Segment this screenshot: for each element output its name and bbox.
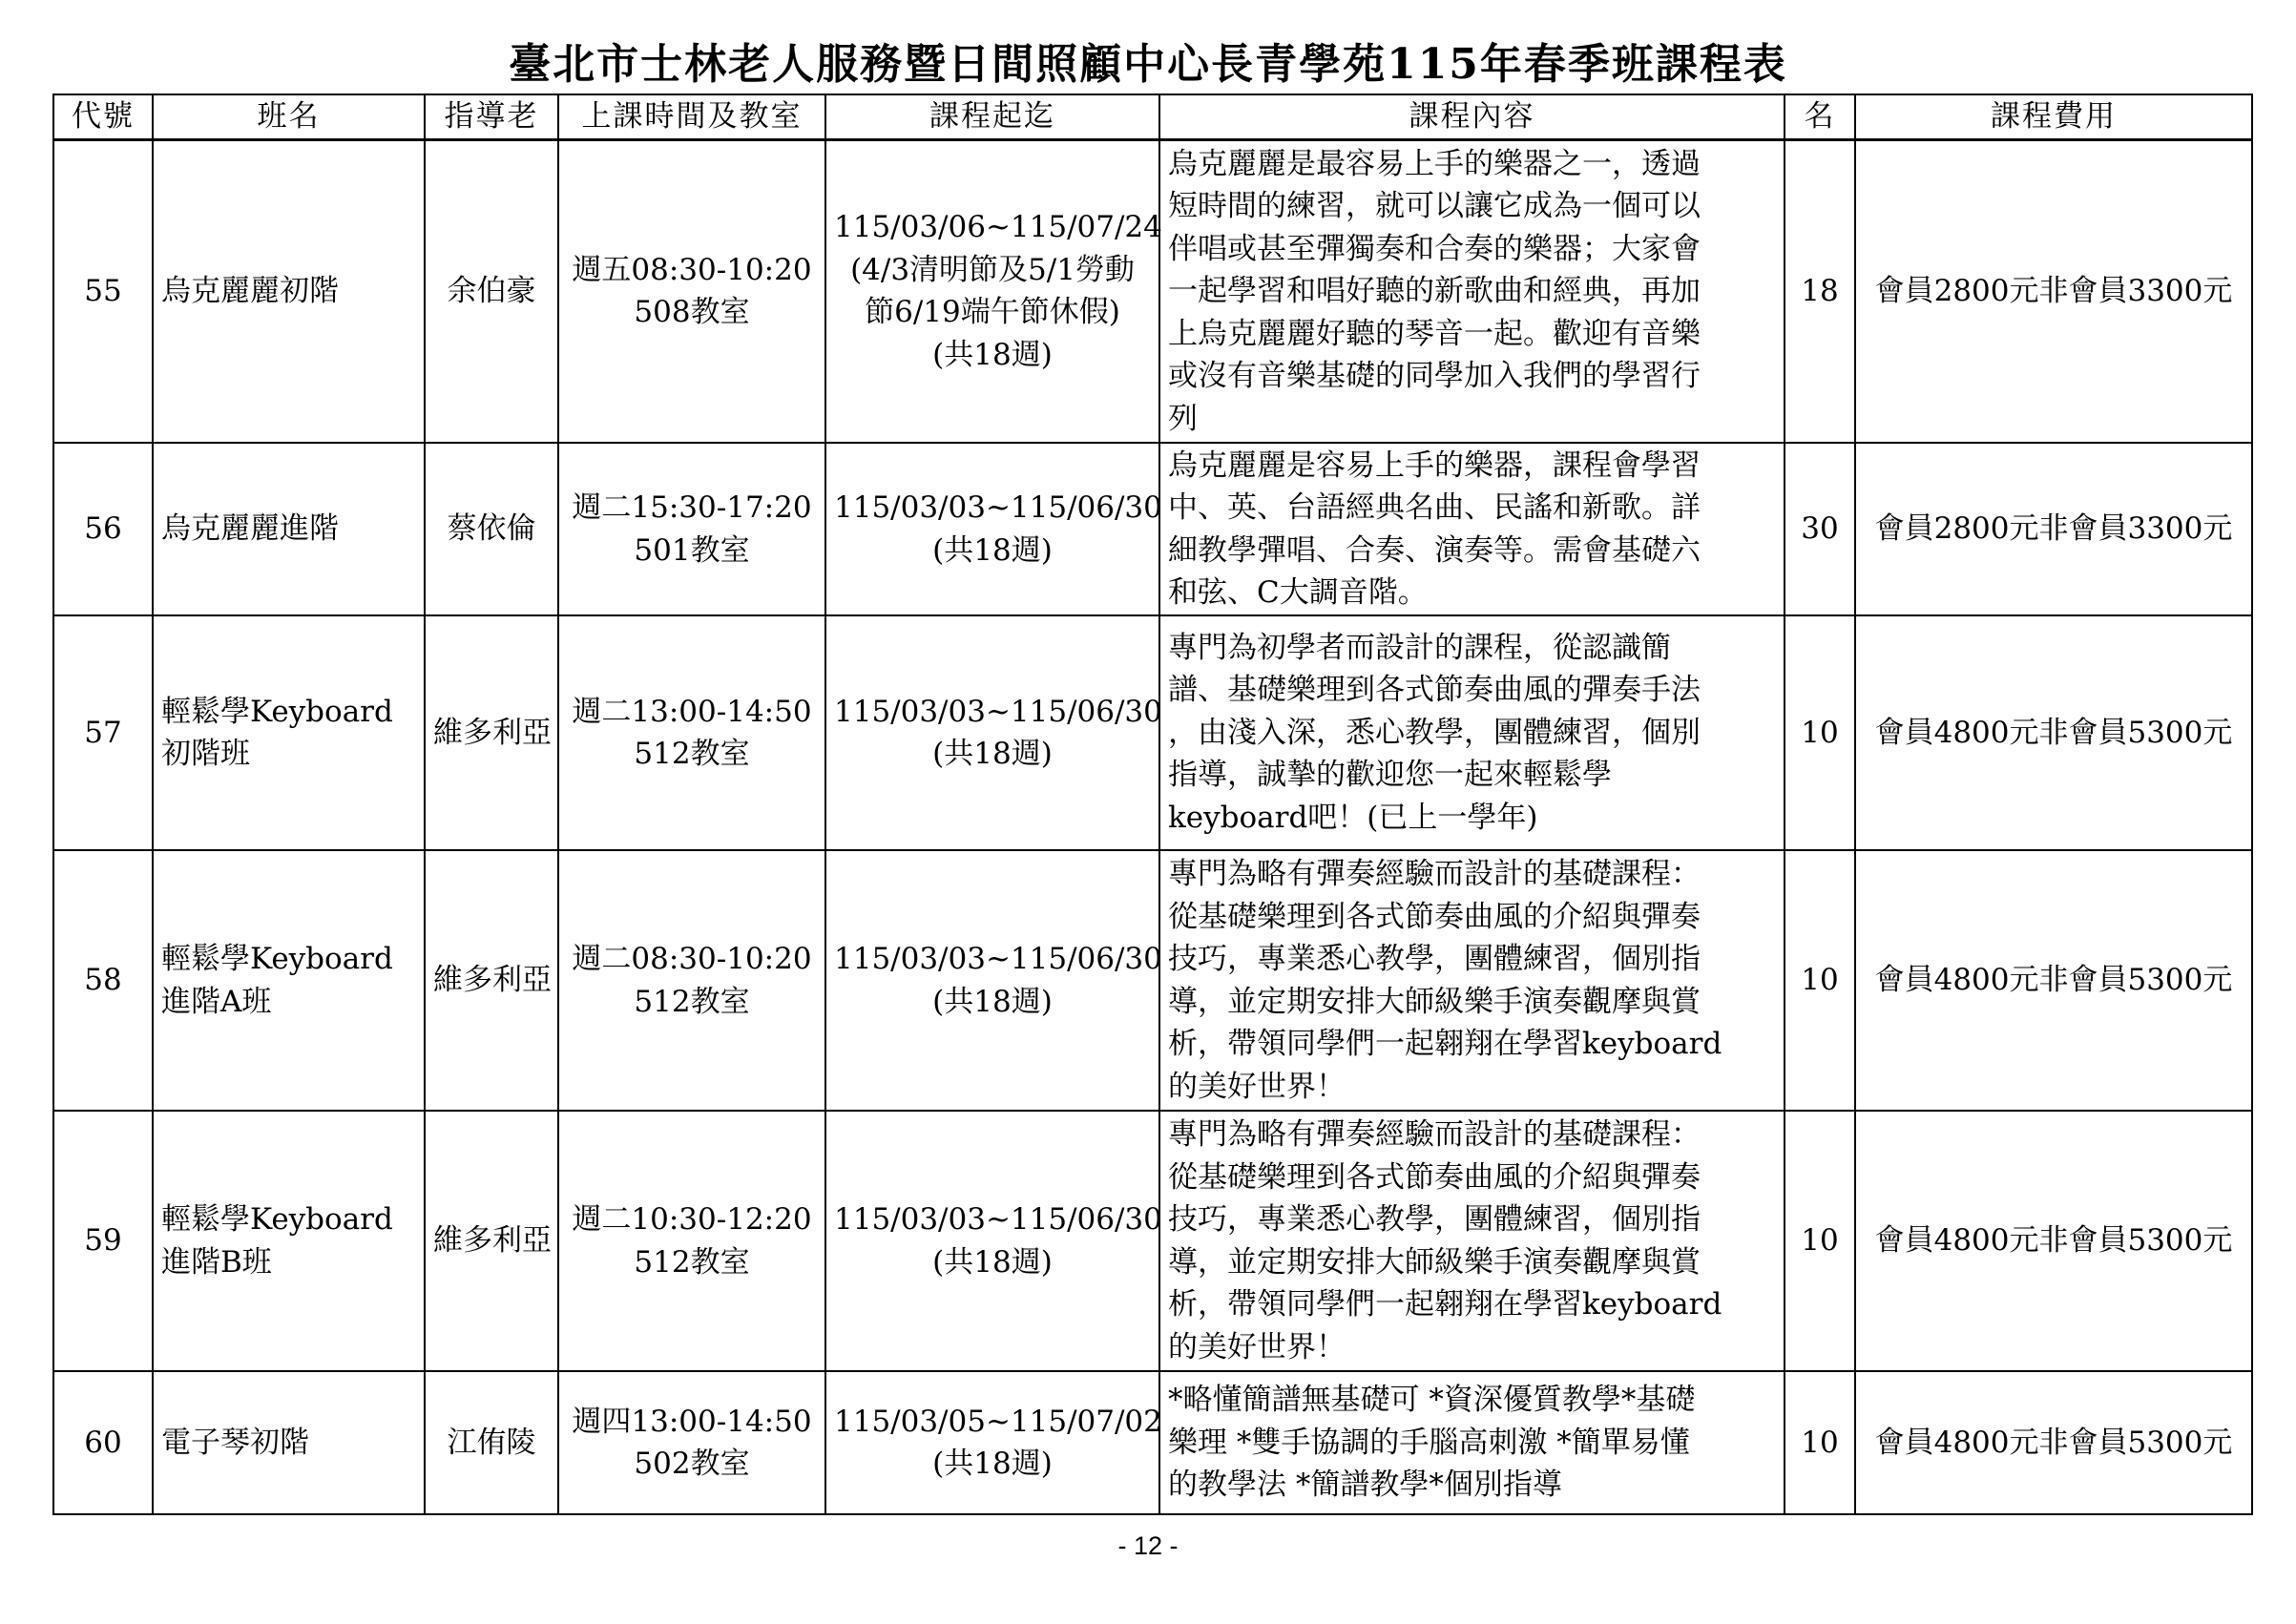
seats: 10 xyxy=(1785,850,1855,1111)
course-dates xyxy=(825,850,1162,1111)
content-line: 譜、基礎樂理到各式節奏曲風的彈奏手法 xyxy=(1168,673,1701,708)
seats: 30 xyxy=(1785,443,1855,615)
course-name xyxy=(153,850,425,1111)
course-name-line: 輕鬆學Keyboard xyxy=(161,1202,393,1237)
header-fee: 課程費用 xyxy=(1855,94,2252,139)
course-name xyxy=(153,139,425,443)
content-line: 析，帶領同學們一起翱翔在學習keyboard xyxy=(1168,1027,1722,1061)
header-content: 課程內容 xyxy=(1159,94,1785,139)
content-line: 和弦、C大調音階。 xyxy=(1168,575,1428,610)
course-dates xyxy=(825,615,1162,850)
course-code: 57 xyxy=(53,615,153,850)
content-line: 技巧，專業悉心教學，團體練習，個別指 xyxy=(1168,942,1701,976)
content-line: 列 xyxy=(1168,401,1198,436)
course-code: 55 xyxy=(53,139,153,443)
content-line: 析，帶領同學們一起翱翔在學習keyboard xyxy=(1168,1287,1722,1322)
time-room xyxy=(558,443,825,615)
table-row xyxy=(53,1371,2252,1514)
content-line: 伴唱或甚至彈獨奏和合奏的樂器；大家會 xyxy=(1168,231,1701,266)
content-line: 指導，誠摯的歡迎您一起來輕鬆學 xyxy=(1168,758,1612,793)
course-dates xyxy=(825,1371,1162,1514)
dates-line: (共18週) xyxy=(932,337,1053,372)
dates-line: 115/03/03~115/06/30 xyxy=(834,694,1162,729)
course-name-line: 進階A班 xyxy=(161,984,272,1019)
content-line: 導，並定期安排大師級樂手演奏觀摩與賞 xyxy=(1168,1244,1701,1280)
course-name-line: 初階班 xyxy=(161,737,250,771)
course-content xyxy=(1159,1371,1785,1514)
course-fee: 會員4800元非會員5300元 xyxy=(1855,850,2252,1111)
classroom: 501教室 xyxy=(634,532,750,568)
classroom: 512教室 xyxy=(634,1244,750,1280)
course-fee: 會員2800元非會員3300元 xyxy=(1855,443,2252,615)
content-line: 或沒有音樂基礎的同學加入我們的學習行 xyxy=(1168,359,1701,393)
course-name xyxy=(153,443,425,615)
dates-line: (共18週) xyxy=(932,737,1053,771)
course-dates xyxy=(825,1111,1162,1371)
content-line: 導，並定期安排大師級樂手演奏觀摩與賞 xyxy=(1168,984,1701,1019)
header-row xyxy=(53,94,2252,139)
content-line: 中、英、台語經典名曲、民謠和新歌。詳 xyxy=(1168,490,1701,525)
dates-line: 115/03/03~115/06/30 xyxy=(834,490,1162,525)
content-line: keyboard吧！(已上一學年) xyxy=(1168,800,1538,835)
seats: 18 xyxy=(1785,139,1855,443)
content-line: 技巧，專業悉心教學，團體練習，個別指 xyxy=(1168,1202,1701,1237)
dates-line: (共18週) xyxy=(932,1447,1053,1481)
course-name-line: 輕鬆學Keyboard xyxy=(161,942,393,976)
content-line: 專門為略有彈奏經驗而設計的基礎課程： xyxy=(1168,1117,1701,1152)
classroom: 512教室 xyxy=(634,737,750,771)
course-name xyxy=(153,615,425,850)
content-line: 專門為略有彈奏經驗而設計的基礎課程： xyxy=(1168,857,1701,891)
dates-line: (4/3清明節及5/1勞動 xyxy=(850,252,1135,287)
header-name: 班名 xyxy=(153,94,425,139)
course-code: 56 xyxy=(53,443,153,615)
course-content xyxy=(1159,850,1785,1111)
table-row xyxy=(53,139,2252,443)
course-fee: 會員4800元非會員5300元 xyxy=(1855,1371,2252,1514)
teacher: 維多利亞 xyxy=(425,615,558,850)
content-line: 樂理 *雙手協調的手腦高刺激 *簡單易懂 xyxy=(1168,1425,1690,1460)
dates-line: (共18週) xyxy=(932,532,1053,568)
class-time: 週二13:00-14:50 xyxy=(572,694,812,729)
classroom: 512教室 xyxy=(634,984,750,1019)
course-code: 59 xyxy=(53,1111,153,1371)
content-line: 的教學法 *簡譜教學*個別指導 xyxy=(1168,1468,1562,1503)
course-code: 60 xyxy=(53,1371,153,1514)
content-line: 從基礎樂理到各式節奏曲風的介紹與彈奏 xyxy=(1168,899,1701,934)
header-time-room: 上課時間及教室 xyxy=(558,94,825,139)
course-fee: 會員2800元非會員3300元 xyxy=(1855,139,2252,443)
course-fee: 會員4800元非會員5300元 xyxy=(1855,615,2252,850)
content-line: 專門為初學者而設計的課程，從認識簡 xyxy=(1168,630,1671,665)
header-teacher: 指導老 xyxy=(425,94,558,139)
course-name-line: 烏克麗麗進階 xyxy=(161,511,339,547)
page-title: 臺北市士林老人服務暨日間照顧中心長青學苑115年春季班課程表 xyxy=(509,40,1787,89)
table-row xyxy=(53,615,2252,850)
teacher: 維多利亞 xyxy=(425,1111,558,1371)
time-room xyxy=(558,139,825,443)
dates-line: (共18週) xyxy=(932,1244,1053,1280)
content-line: 烏克麗麗是最容易上手的樂器之一，透過 xyxy=(1168,146,1701,181)
seats: 10 xyxy=(1785,1371,1855,1514)
course-name-line: 進階B班 xyxy=(161,1244,272,1280)
teacher: 余伯豪 xyxy=(425,139,558,443)
time-room xyxy=(558,850,825,1111)
course-content xyxy=(1159,139,1785,443)
course-fee: 會員4800元非會員5300元 xyxy=(1855,1111,2252,1371)
course-code: 58 xyxy=(53,850,153,1111)
time-room xyxy=(558,1371,825,1514)
content-line: ，由淺入深，悉心教學，團體練習，個別 xyxy=(1168,715,1701,750)
dates-line: 115/03/03~115/06/30 xyxy=(834,1202,1162,1237)
class-time: 週二10:30-12:20 xyxy=(572,1202,812,1237)
dates-line: 節6/19端午節休假) xyxy=(865,295,1120,330)
time-room xyxy=(558,1111,825,1371)
dates-line: 115/03/06~115/07/24 xyxy=(834,210,1162,245)
dates-line: (共18週) xyxy=(932,984,1053,1019)
content-line: 一起學習和唱好聽的新歌曲和經典，再加 xyxy=(1168,274,1701,308)
content-line: 烏克麗麗是容易上手的樂器，課程會學習 xyxy=(1168,448,1701,483)
course-dates xyxy=(825,139,1162,443)
classroom: 502教室 xyxy=(634,1447,750,1481)
course-content xyxy=(1159,615,1785,850)
course-name xyxy=(153,1371,425,1514)
table-row xyxy=(53,443,2252,615)
course-name-line: 輕鬆學Keyboard xyxy=(161,694,393,729)
time-room xyxy=(558,615,825,850)
course-name-line: 電子琴初階 xyxy=(161,1425,309,1460)
course-content xyxy=(1159,1111,1785,1371)
header-dates: 課程起迄 xyxy=(825,94,1159,139)
class-time: 週二08:30-10:20 xyxy=(572,942,812,976)
classroom: 508教室 xyxy=(634,295,750,330)
content-line: 從基礎樂理到各式節奏曲風的介紹與彈奏 xyxy=(1168,1159,1701,1195)
seats: 10 xyxy=(1785,615,1855,850)
header-code: 代號 xyxy=(53,94,153,139)
header-seats: 名 xyxy=(1785,94,1855,139)
dates-line: 115/03/05~115/07/02 xyxy=(834,1404,1162,1439)
dates-line: 115/03/03~115/06/30 xyxy=(834,942,1162,976)
class-time: 週二15:30-17:20 xyxy=(572,490,812,525)
teacher: 江侑陵 xyxy=(425,1371,558,1514)
table-row xyxy=(53,1111,2252,1371)
table-row xyxy=(53,850,2252,1111)
content-line: 的美好世界！ xyxy=(1168,1069,1346,1104)
course-name-line: 烏克麗麗初階 xyxy=(161,274,339,308)
content-line: *略懂簡譜無基礎可 *資深優質教學*基礎 xyxy=(1168,1383,1696,1418)
course-dates xyxy=(825,443,1162,615)
content-line: 上烏克麗麗好聽的琴音一起。歡迎有音樂 xyxy=(1168,316,1701,351)
class-time: 週五08:30-10:20 xyxy=(572,252,812,287)
teacher: 維多利亞 xyxy=(425,850,558,1111)
page-number: - 12 - xyxy=(1117,1531,1179,1560)
course-name xyxy=(153,1111,425,1371)
teacher: 蔡依倫 xyxy=(425,443,558,615)
content-line: 的美好世界！ xyxy=(1168,1329,1346,1364)
course-table xyxy=(52,94,2253,1515)
class-time: 週四13:00-14:50 xyxy=(572,1404,812,1439)
content-line: 短時間的練習，就可以讓它成為一個可以 xyxy=(1168,189,1701,223)
course-content xyxy=(1159,443,1785,615)
seats: 10 xyxy=(1785,1111,1855,1371)
content-line: 細教學彈唱、合奏、演奏等。需會基礎六 xyxy=(1168,532,1701,568)
